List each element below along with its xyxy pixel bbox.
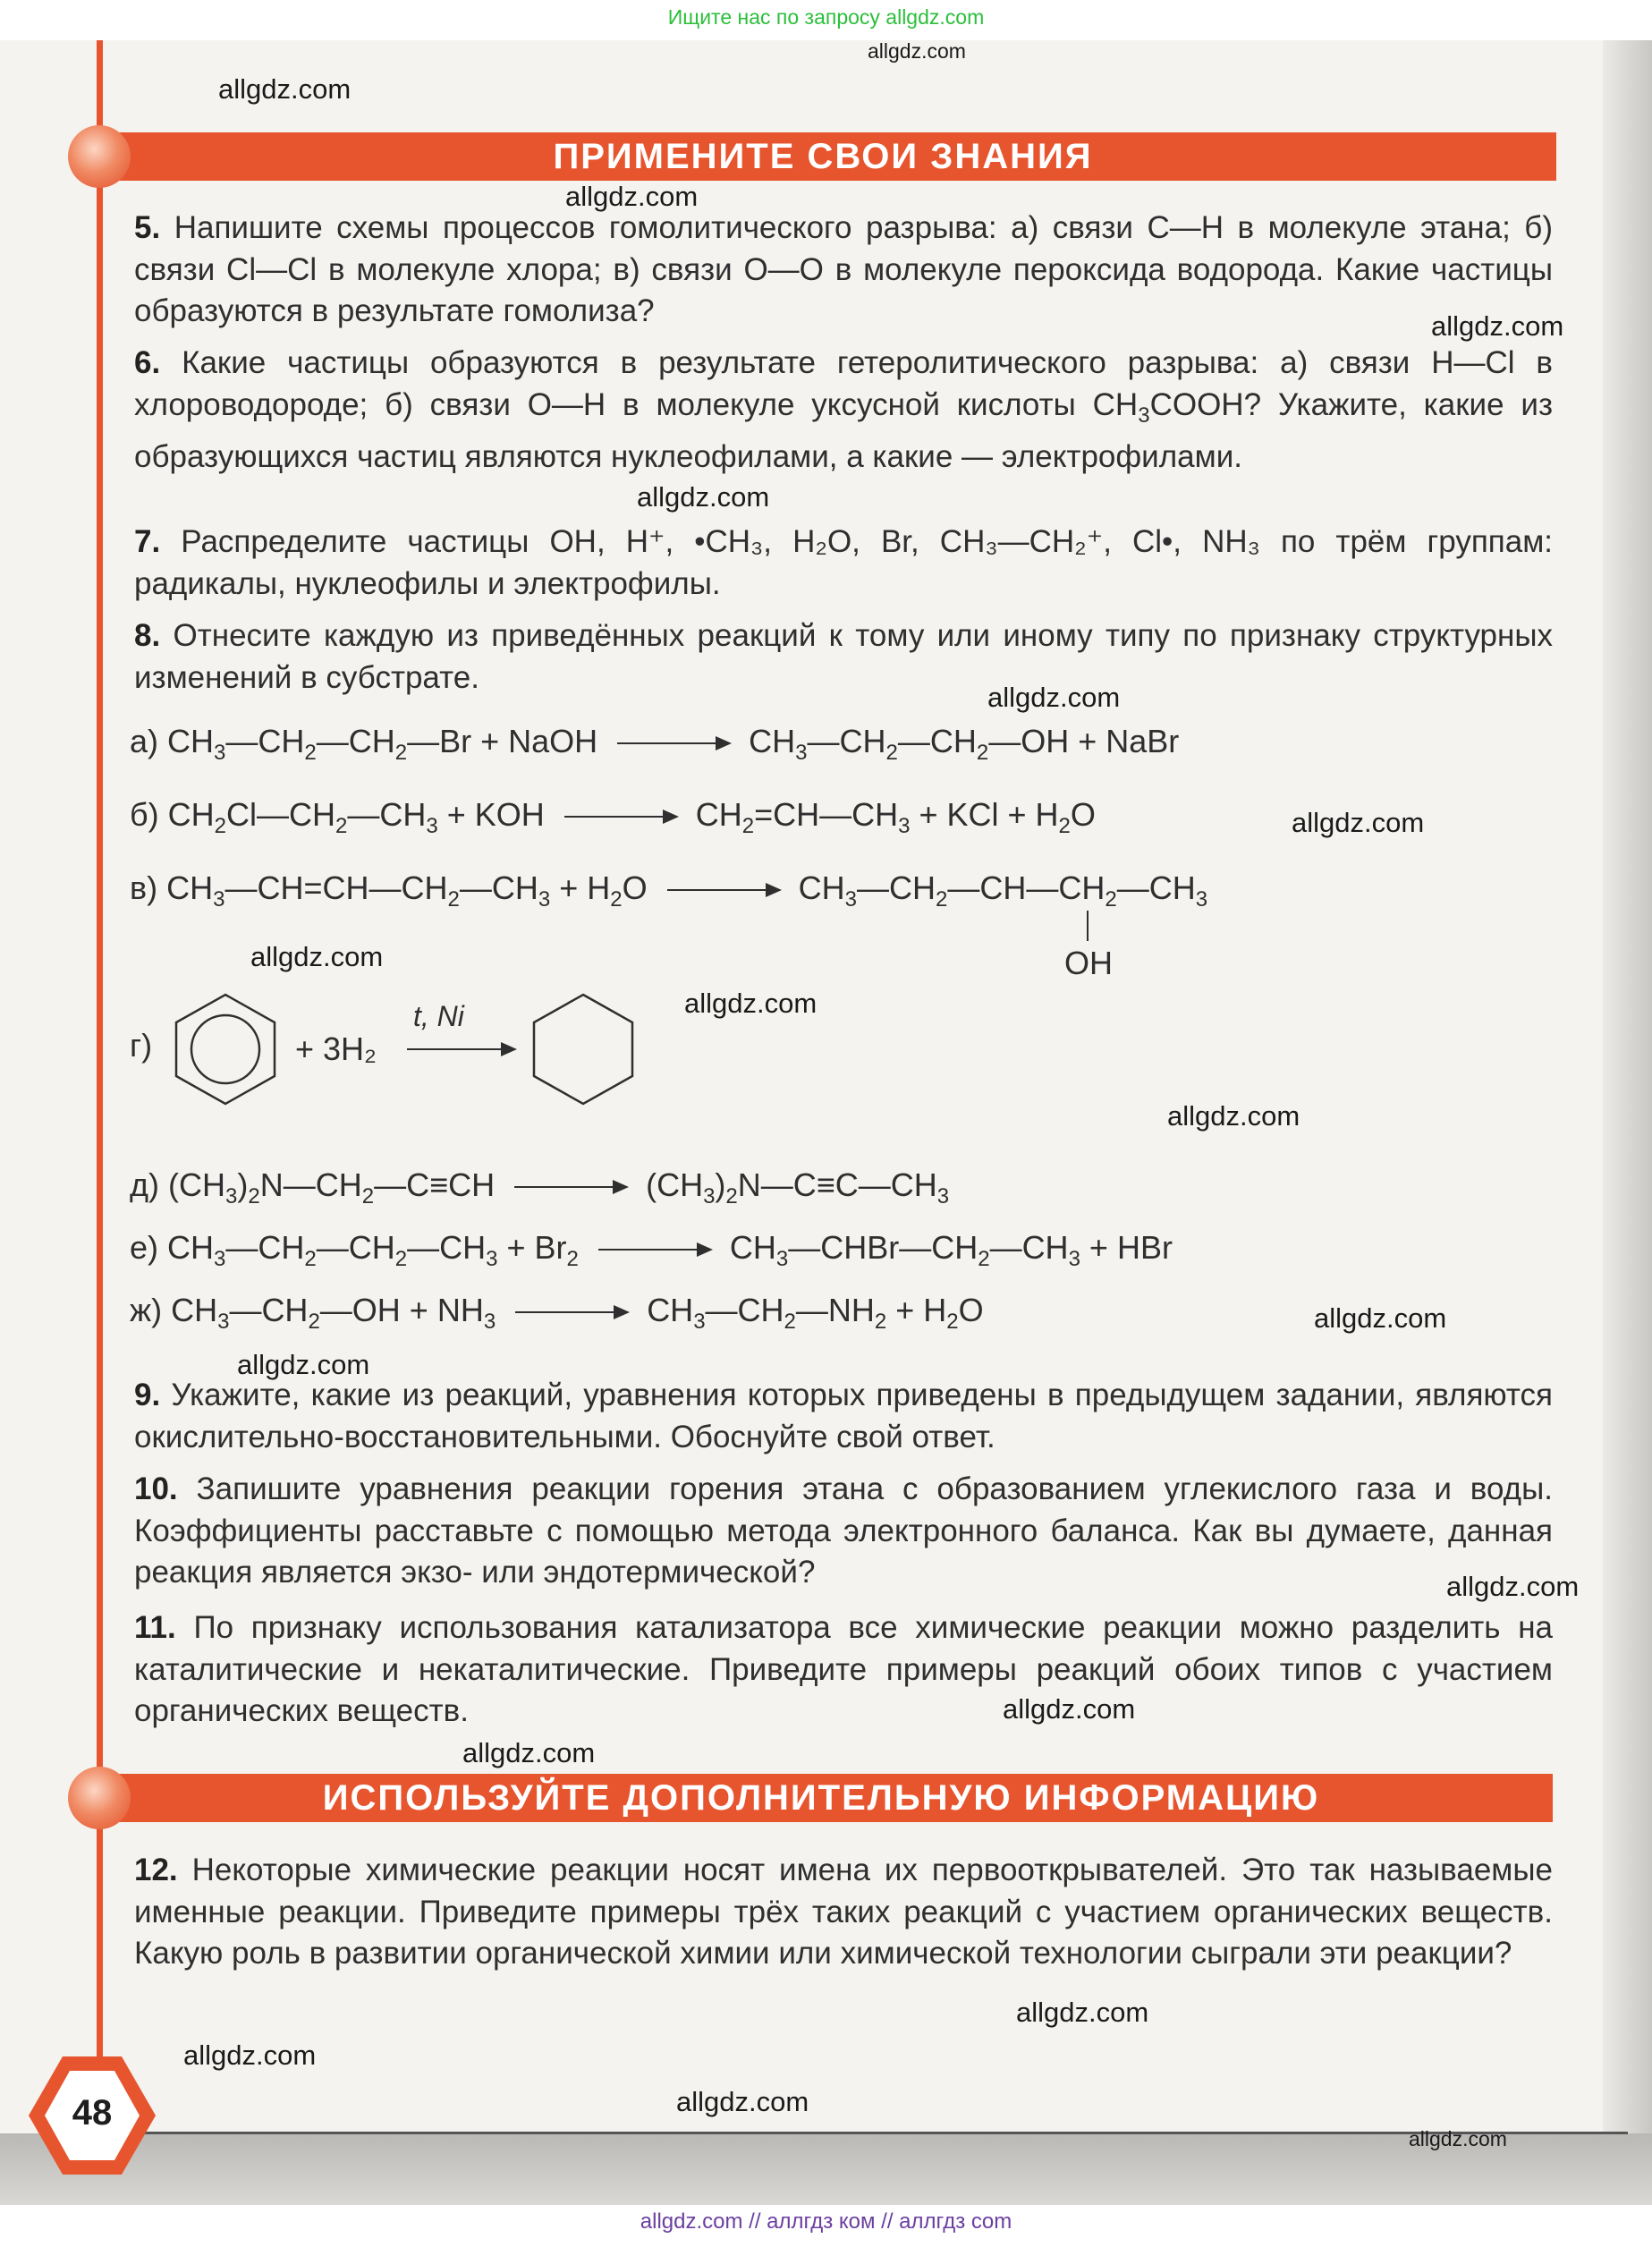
subscript: 3 — [1138, 403, 1150, 428]
reaction-arrow — [515, 1311, 627, 1313]
task-8 — [134, 615, 1553, 699]
watermark: allgdz.com — [237, 1349, 370, 1380]
task-number: 10. — [134, 1471, 178, 1506]
search-hint-link[interactable]: Ищите нас по запросу allgdz.com — [667, 5, 985, 29]
task-number: 5. — [134, 210, 161, 245]
hydrogen-reagent: + 3H₂ — [295, 1030, 377, 1067]
section-title: ИСПОЛЬЗУЙТЕ ДОПОЛНИТЕЛЬНУЮ ИНФОРМАЦИЮ — [322, 1778, 1320, 1818]
reaction-label: е) — [130, 1229, 159, 1266]
reaction-label: а) — [130, 723, 159, 759]
section-title: ПРИМЕНИТЕ СВОИ ЗНАНИЯ — [553, 137, 1093, 176]
section-banner-additional-info — [89, 1774, 1553, 1822]
watermark: allgdz.com — [637, 481, 770, 513]
task-number: 11. — [134, 1610, 176, 1645]
watermark: allgdz.com — [1292, 807, 1425, 838]
reaction-a: а) $CH_3—CH_2—CH_2—Br$ + NaOH $CH_3—CH_2—CH_2—OH$ + NaBr — [130, 723, 1180, 765]
reaction-label: в) — [130, 869, 158, 906]
bottom-rule — [54, 2132, 1628, 2134]
reaction-label: д) — [130, 1166, 159, 1203]
task-number: 9. — [134, 1378, 161, 1412]
reaction-label: ж) — [130, 1292, 163, 1328]
task-5 — [134, 208, 1553, 333]
task-text: Какие частицы образуются в результате гетеролитического разрыва: а) связи H—Cl в хлороводороде; б) связи O—H в молекуле уксусной кислоты CH — [134, 345, 1553, 422]
task-text: Запишите уравнения реакции горения этана с образованием углекислого газа и воды. Коэффициенты расставьте с помощью метода электронного баланса. Как вы думаете, данная реакция является экзо- или эндотермической? — [134, 1471, 1553, 1590]
reaction-d: д) $(CH_3)_2N—CH_2—C\equiv CH$ $(CH_3)_2N—C\equiv C—CH_3$ — [130, 1166, 950, 1208]
particle-list: OH, H⁺, •CH₃, H₂O, Br, CH₃—CH₂⁺, Cl•, NH₃ — [549, 524, 1260, 559]
reaction-arrow — [407, 1048, 505, 1050]
task-7 — [134, 521, 1553, 605]
task-text: Некоторые химические реакции носят имена их первооткрывателей. Это так называемые именные реакции. Приведите примеры трёх таких реакций с участием органических веществ. Какую роль в развитии органической химии или химической технологии сыграли эти реакции? — [134, 1853, 1553, 1971]
reaction-arrow — [598, 1249, 710, 1251]
reaction-e: е) $CH_3—CH_2—CH_2—CH_3 + Br_2$ $CH_3—CHBr—CH_2—CH_3$ + HBr — [130, 1229, 1173, 1271]
task-9 — [134, 1375, 1553, 1458]
watermark: allgdz.com — [1409, 2127, 1507, 2150]
watermark: allgdz.com — [676, 2086, 809, 2117]
watermark: allgdz.com — [1167, 1100, 1300, 1132]
reaction-arrow — [514, 1186, 626, 1188]
watermark: allgdz.com — [868, 39, 966, 63]
task-11 — [134, 1607, 1553, 1733]
watermark: allgdz.com — [1016, 1997, 1149, 2028]
reaction-condition: t, Ni — [413, 1000, 464, 1032]
watermark: allgdz.com — [987, 682, 1121, 713]
arrow-head — [501, 1042, 517, 1056]
watermark: allgdz.com — [684, 988, 818, 1019]
reaction-zh: ж) $CH_3—CH_2—OH + NH_3$ $CH_3—CH_2—NH_2 + H_2O$ — [130, 1292, 984, 1334]
banner-ball-icon — [68, 1767, 131, 1829]
task-number: 7. — [134, 524, 161, 559]
reaction-b: б) $CH_2Cl—CH_2—CH_3$ + KOH $CH_2=CH—CH_3$ + KCl + $H_2O$ — [130, 796, 1096, 838]
watermark: allgdz.com — [462, 1737, 596, 1768]
task-text: Отнесите каждую из приведённых реакций к тому или иному типу по признаку структурных изменений в субстрате. — [134, 618, 1553, 695]
page-number: 48 — [72, 2093, 113, 2133]
watermark: allgdz.com — [218, 73, 352, 105]
reaction-label: г) — [130, 1027, 153, 1064]
reaction-arrow — [617, 742, 729, 744]
reaction-label: б) — [130, 796, 159, 833]
task-text: по трём группам: радикалы, нуклеофилы и электрофилы. — [134, 524, 1553, 601]
cyclohexane-icon — [528, 991, 640, 1107]
reaction-v: в) $CH_3—CH=CH—CH_2—CH_3 + H_2O$ $CH_3—CH_2—CH—CH_2—CH_3$ — [130, 869, 1208, 912]
task-10 — [134, 1469, 1553, 1594]
section-banner-apply-knowledge — [89, 132, 1556, 181]
watermark: allgdz.com — [565, 181, 699, 212]
page-edge-shadow — [1603, 40, 1652, 2205]
watermark: allgdz.com — [183, 2039, 317, 2071]
hydroxyl-group: OH — [1064, 945, 1113, 981]
task-text: COOH? Укажите, какие из образующихся частиц являются нуклеофилами, а какие — электрофилами. — [134, 386, 1553, 474]
task-text: По признаку использования катализатора все химические реакции можно разделить на каталитические и некаталитические. Приведите примеры реакций обоих типов с участием органических веществ. — [134, 1610, 1554, 1728]
task-number: 8. — [134, 618, 161, 653]
benzene-icon — [170, 991, 282, 1107]
task-6 — [134, 343, 1553, 479]
task-number: 12. — [134, 1853, 178, 1887]
task-12 — [134, 1850, 1553, 1975]
watermark: allgdz.com — [1446, 1571, 1580, 1602]
banner-ball-icon — [68, 125, 131, 188]
watermark: allgdz.com — [250, 941, 384, 972]
reaction-arrow — [667, 889, 779, 891]
task-text: Распределите частицы — [181, 524, 550, 559]
task-number: 6. — [134, 345, 161, 380]
watermark: allgdz.com — [1431, 310, 1564, 342]
task-text: Напишите схемы процессов гомолитического разрыва: а) связи C—H в молекуле этана; б) связи Cl—Cl в молекуле хлора; в) связи O—O в молекуле пероксида водорода. Какие частицы образуются в результате гомолиза? — [134, 210, 1553, 328]
reaction-arrow — [564, 816, 676, 818]
watermark: allgdz.com — [1314, 1302, 1447, 1334]
footer-links[interactable]: allgdz.com // аллгдз ком // аллгдз com — [640, 2209, 1012, 2234]
task-text: Укажите, какие из реакций, уравнения которых приведены в предыдущем задании, являются окислительно-восстановительными. Обоснуйте свой ответ. — [134, 1378, 1553, 1454]
watermark: allgdz.com — [1003, 1693, 1136, 1725]
page-bottom-strip — [0, 2133, 1652, 2205]
bond-line — [1087, 911, 1089, 941]
